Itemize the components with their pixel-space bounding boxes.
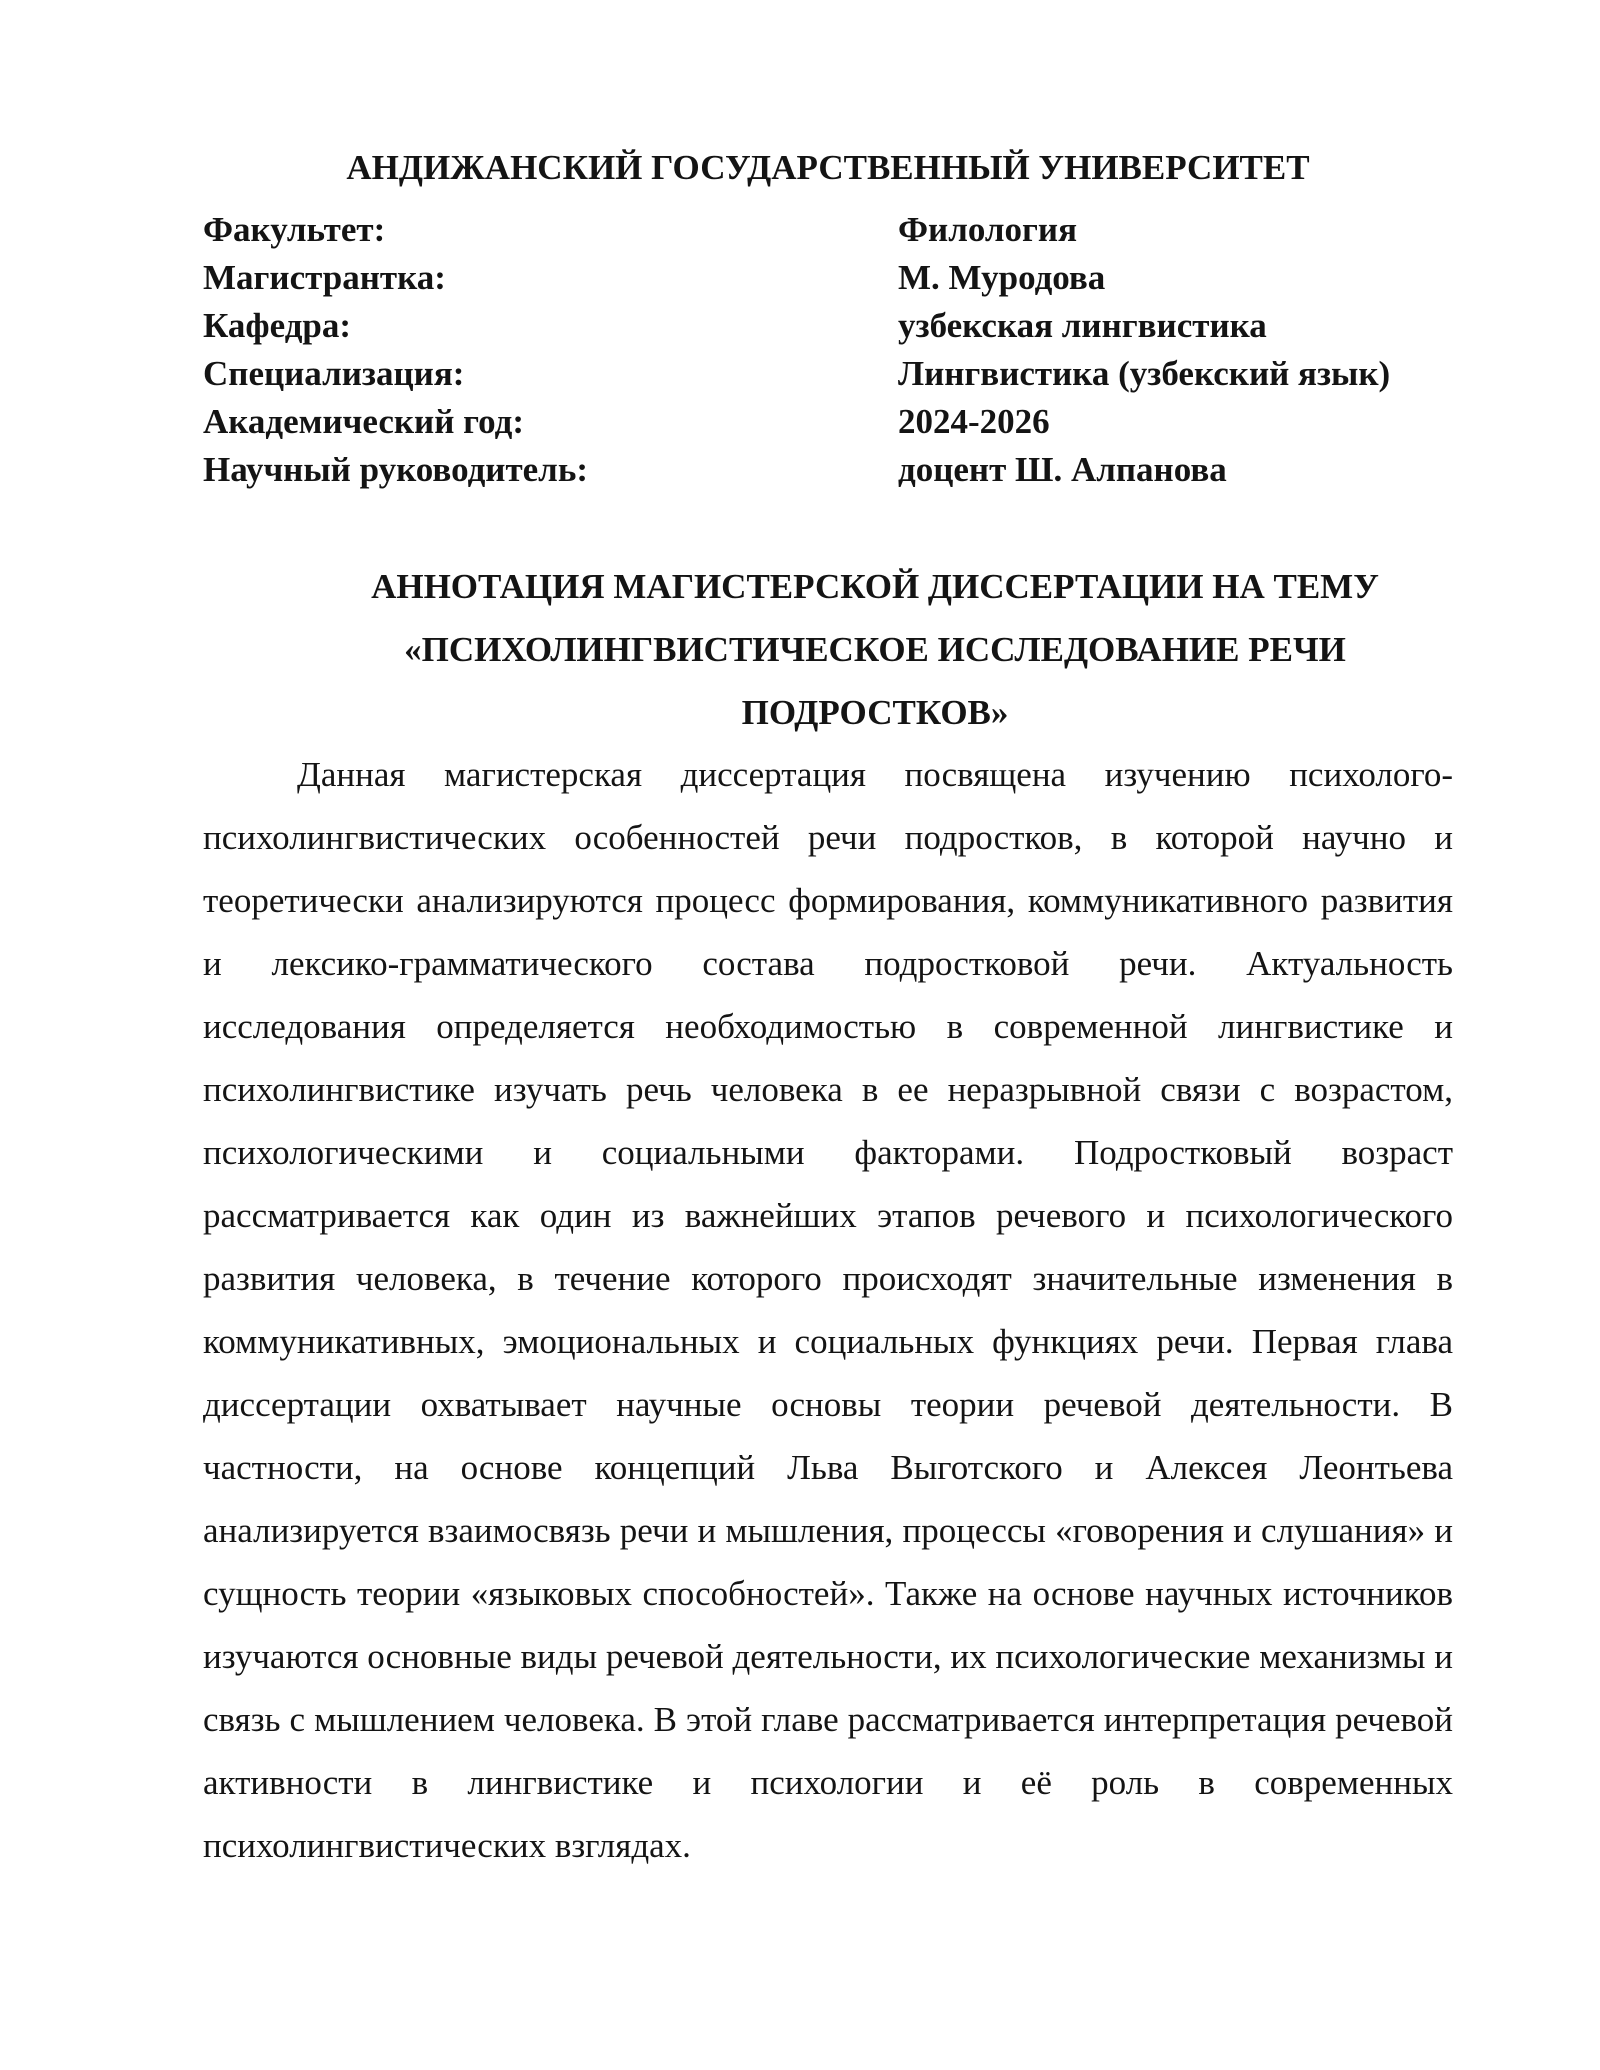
department-label: Кафедра: <box>203 306 352 345</box>
info-block <box>203 206 1453 494</box>
info-row-academic-year <box>203 398 1453 446</box>
faculty-label: Факультет: <box>203 210 386 249</box>
info-row-faculty <box>203 206 1453 254</box>
annotation-title <box>300 555 1450 744</box>
department-value: узбекская лингвистика <box>898 306 1267 345</box>
specialization-value: Лингвистика (узбекский язык) <box>898 354 1391 393</box>
faculty-value: Филология <box>898 210 1078 249</box>
supervisor-label: Научный руководитель: <box>203 450 588 489</box>
academic-year-label: Академический год: <box>203 402 525 441</box>
info-row-specialization <box>203 350 1453 398</box>
student-label: Магистрантка: <box>203 258 446 297</box>
info-row-supervisor <box>203 446 1453 494</box>
annotation-title-line-3: ПОДРОСТКОВ» <box>741 693 1009 732</box>
info-row-student <box>203 254 1453 302</box>
info-row-department <box>203 302 1453 350</box>
university-title: АНДИЖАНСКИЙ ГОСУДАРСТВЕННЫЙ УНИВЕРСИТЕТ <box>346 148 1310 187</box>
specialization-label: Специализация: <box>203 354 465 393</box>
academic-year-value: 2024-2026 <box>898 402 1050 441</box>
annotation-title-line-1: АННОТАЦИЯ МАГИСТЕРСКОЙ ДИССЕРТАЦИИ НА ТЕМУ <box>371 567 1379 606</box>
abstract-paragraph: Данная магистерская диссертация посвящена изучению психолого-психолингвистических особенностей речи подростков, в которой научно и теоретически анализируются процесс формирования, коммуникативного развития и лексико-грамматического состава подростковой речи. Актуальность исследования определяется необходимостью в современной лингвистике и психолингвистике изучать речь человека в ее неразрывной связи с возрастом, психологическими и социальными факторами. Подростковый возраст рассматривается как один из важнейших этапов речевого и психологического развития человека, в течение которого происходят значительные изменения в коммуникативных, эмоциональных и социальных функциях речи. Первая глава диссертации охватывает научные основы теории речевой деятельности. В частности, на основе концепций Льва Выготского и Алексея Леонтьева анализируется взаимосвязь речи и мышления, процессы «говорения и слушания» и сущность теории «языковых способностей». Также на основе научных источников изучаются основные виды речевой деятельности, их психологические механизмы и связь с мышлением человека. В этой главе рассматривается интерпретация речевой активности в лингвистике и психологии и её роль в современных психолингвистических взглядах. <box>203 755 1453 1865</box>
supervisor-value: доцент Ш. Алпанова <box>898 450 1227 489</box>
student-value: М. Муродова <box>898 258 1106 297</box>
annotation-title-line-2: «ПСИХОЛИНГВИСТИЧЕСКОЕ ИССЛЕДОВАНИЕ РЕЧИ <box>404 630 1346 669</box>
